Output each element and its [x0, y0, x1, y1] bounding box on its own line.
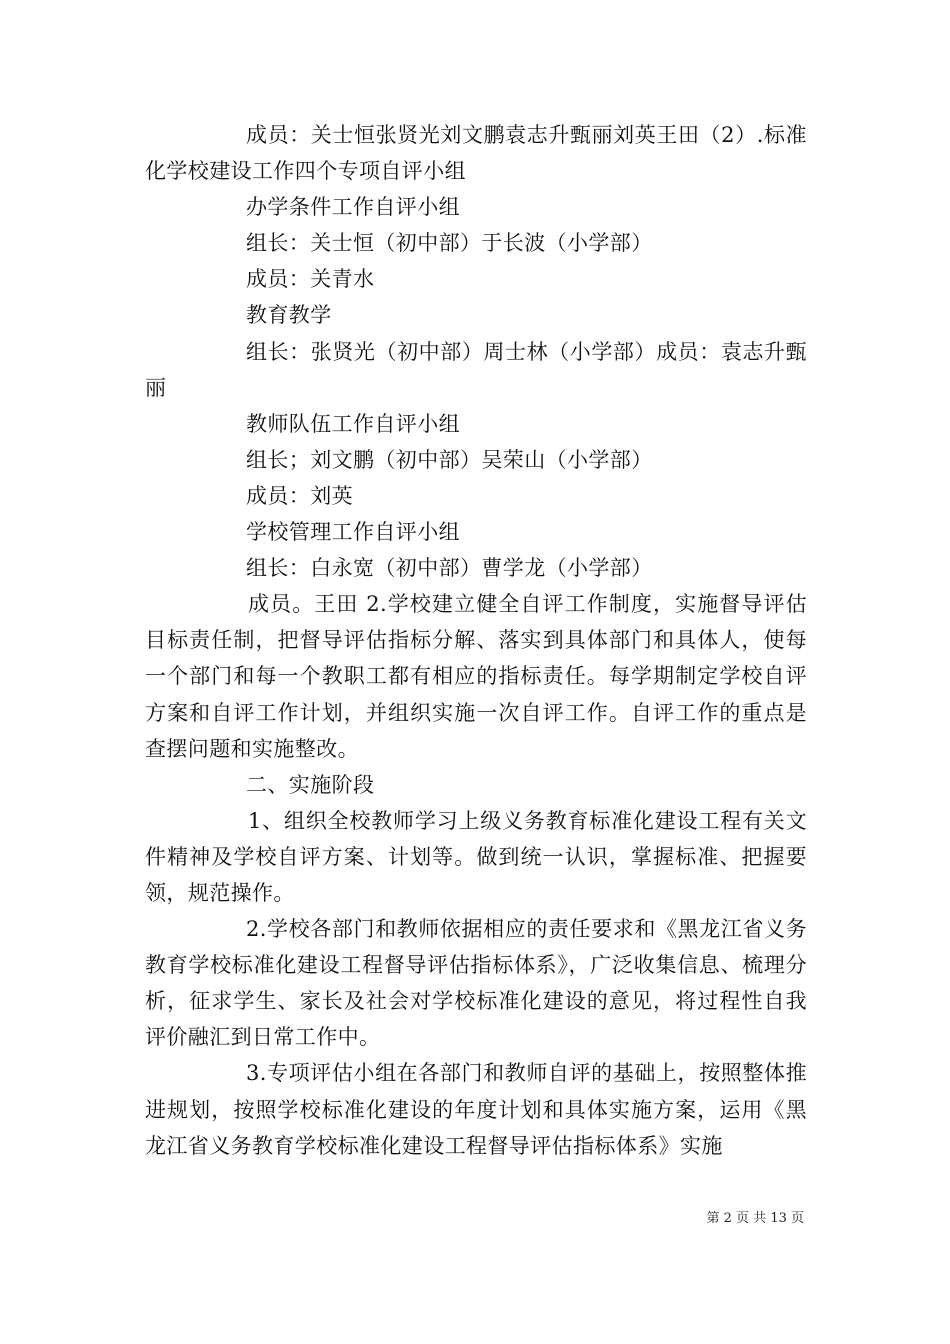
paragraph-teacher-team-leaders: 组长；刘文鹏（初中部）吴荣山（小学部） [246, 447, 653, 472]
paragraph-teaching-leaders: 组长：张贤光（初中部）周士林（小学部）成员：袁志升甄丽 [145, 339, 807, 400]
paragraph-teacher-team-group: 教师队伍工作自评小组 [246, 411, 460, 436]
document-body [145, 117, 807, 1164]
paragraph-members-evaluation-groups: 成员：关士恒张贤光刘文鹏袁志升甄丽刘英王田（2）.标准化学校建设工作四个专项自评小组 [145, 123, 807, 184]
paragraph-teaching-group: 教育教学 [246, 303, 332, 328]
paragraph-teacher-team-members: 成员：刘英 [246, 483, 353, 508]
paragraph-step-2: 2.学校各部门和教师依据相应的责任要求和《黑龙江省义务教育学校标准化建设工程督导评估指标体系》，广泛收集信息、梳理分析，征求学生、家长及社会对学校标准化建设的意见，将过程性自我评价融汇到日常工作中。 [145, 917, 807, 1050]
paragraph-conditions-leaders: 组长：关士恒（初中部）于长波（小学部） [246, 231, 653, 256]
page-number: 第 2 页 共 13 页 [706, 1211, 804, 1226]
paragraph-school-conditions-group: 办学条件工作自评小组 [246, 195, 460, 220]
paragraph-management-leaders: 组长：白永宽（初中部）曹学龙（小学部） [246, 556, 653, 581]
paragraph-step-1: 1、组织全校教师学习上级义务教育标准化建设工程有关文件精神及学校自评方案、计划等。做到统一认识，掌握标准、把握要领，规范操作。 [145, 808, 807, 905]
paragraph-management-group: 学校管理工作自评小组 [246, 520, 460, 545]
paragraph-evaluation-system: 成员。王田 2.学校建立健全自评工作制度，实施督导评估目标责任制，把督导评估指标分解、落实到具体部门和具体人，使每一个部门和每一个教职工都有相应的指标责任。每学期制定学校自评方案和自评工作计划，并组织实施一次自评工作。自评工作的重点是查摆问题和实施整改。 [145, 592, 807, 761]
paragraph-conditions-members: 成员：关青水 [246, 267, 375, 292]
section-heading-implementation: 二、实施阶段 [246, 772, 375, 797]
paragraph-step-3: 3.专项评估小组在各部门和教师自评的基础上，按照整体推进规划，按照学校标准化建设的年度计划和具体实施方案，运用《黑龙江省义务教育学校标准化建设工程督导评估指标体系》实施 [145, 1061, 807, 1158]
